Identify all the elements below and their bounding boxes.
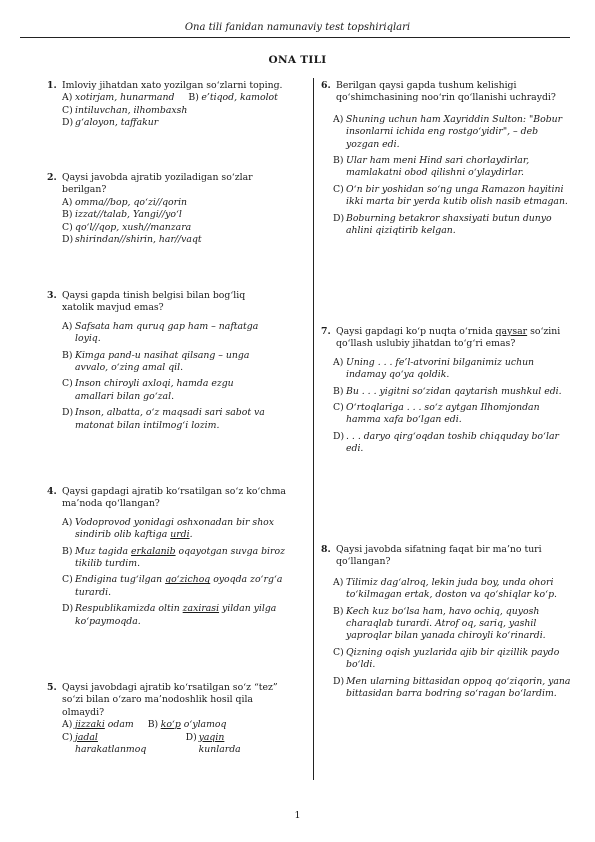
question-7 bbox=[321, 326, 571, 456]
option-a[interactable]: A) Uning . . . fe’l-atvorini bilganimiz uchun indamay qo‘ya qoldik. bbox=[333, 356, 535, 381]
question-6 bbox=[321, 80, 571, 237]
question-text: Qaysi gapdagi ko‘p nuqta o‘rnida qaysar so‘zini qo‘llash uslubiy jihatdan to‘g‘ri emas? bbox=[336, 326, 561, 350]
option-a[interactable]: A) xotirjam, hunarmand bbox=[62, 92, 175, 104]
question-number: 7. bbox=[321, 326, 331, 337]
option-d[interactable]: D) Respublikamizda oltin zaxirasi yildan yilga ko‘paymoqda. bbox=[62, 603, 277, 627]
question-2 bbox=[47, 172, 277, 246]
highlighted-word: ko‘p bbox=[160, 719, 181, 731]
header-rule bbox=[20, 37, 570, 38]
option-b[interactable]: B) Kimga pand-u nasihat qilsang – unga avvalo, o‘zing amal qil. bbox=[62, 349, 250, 374]
option-d[interactable]: D) shirindan//shirin, har//vaqt bbox=[62, 234, 202, 246]
question-number: 2. bbox=[47, 172, 57, 183]
highlighted-word: jizzaki bbox=[75, 719, 105, 731]
question-text: Qaysi gapdagi ajratib ko‘rsatilgan so‘z ko‘chma ma’noda qo‘llangan? bbox=[62, 486, 286, 510]
page-number: 1 bbox=[294, 810, 301, 821]
option-c[interactable]: C) jadal harakatlanmoq bbox=[62, 731, 147, 756]
question-text: Qaysi javobda sifatning faqat bir ma’no turi qo‘llangan? bbox=[336, 544, 542, 568]
option-c[interactable]: C) O‘rtoqlariga . . . so‘z aytgan Ilhomjondan hamma xafa bo‘lgan edi. bbox=[333, 402, 540, 426]
option-b[interactable]: B) izzat//talab, Yangi//yo‘l bbox=[62, 209, 182, 221]
question-text: Qaysi javobda ajratib yoziladigan so‘zlar berilgan? bbox=[62, 172, 253, 196]
option-c[interactable]: C) Endigina tug‘ilgan qo‘zichoq oyoqda zo‘rg‘a turardi. bbox=[62, 574, 283, 598]
option-a[interactable]: A) omma//bop, qo‘zi//qorin bbox=[62, 196, 188, 208]
option-a[interactable]: A) Shuning uchun ham Xayriddin Sulton: "Bobur insonlarni ichida eng rostgo‘yidir", – deb yozgan edi. bbox=[333, 113, 563, 150]
option-d[interactable]: D) Men ularning bittasidan oppoq qo‘ziqorin, yana bittasidan barra bodring so‘ragan bo‘lardim. bbox=[333, 675, 571, 700]
question-3 bbox=[47, 290, 275, 432]
question-number: 6. bbox=[321, 80, 331, 91]
highlighted-word: qo‘zichoq bbox=[165, 574, 211, 586]
option-d[interactable]: D) Inson, albatta, o‘z maqsadi sari sabot va matonat bilan intilmog‘i lozim. bbox=[62, 407, 265, 431]
option-d[interactable]: D) yaqin kunlarda bbox=[185, 731, 241, 756]
option-b[interactable]: B) Ular ham meni Hind sari chorlaydirlar, mamlakatni obod qilishni o‘ylaydirlar. bbox=[333, 155, 530, 179]
page-title: ONA TILI bbox=[268, 54, 327, 66]
highlighted-word: zaxirasi bbox=[182, 603, 220, 615]
question-5 bbox=[47, 682, 283, 756]
column-divider bbox=[313, 78, 314, 780]
option-c[interactable]: C) Inson chiroyli axloqi, hamda ezgu amallari bilan go‘zal. bbox=[62, 378, 234, 402]
question-number: 8. bbox=[321, 544, 331, 555]
option-b[interactable]: B) ko‘p o‘ylamoq bbox=[147, 719, 227, 731]
highlighted-word: qaysar bbox=[495, 326, 528, 337]
option-c[interactable]: C) O‘n bir yoshidan so‘ng unga Ramazon hayitini ikki marta bir yerda kutib olish nasib etmagan. bbox=[333, 183, 568, 208]
option-d[interactable]: D) Boburning betakror shaxsiyati butun dunyo ahlini qiziqtirib kelgan. bbox=[333, 212, 552, 237]
option-a[interactable]: A) jizzaki odam bbox=[62, 719, 134, 731]
option-c[interactable]: C) qo‘l//qop, xush//manzara bbox=[62, 221, 192, 233]
question-number: 1. bbox=[47, 80, 57, 91]
question-text: Qaysi gapda tinish belgisi bilan bog‘liq xatolik mavjud emas? bbox=[62, 290, 246, 314]
option-a[interactable]: A) Safsata ham quruq gap ham – naftatga loyiq. bbox=[62, 320, 259, 345]
option-d[interactable]: D) g‘aloyon, taffakur bbox=[62, 117, 159, 129]
page-header: Ona tili fanidan namunaviy test topshiriqlari bbox=[184, 22, 411, 33]
option-a[interactable]: A) Vodoprovod yonidagi oshxonadan bir shox sindirib olib kaftiga urdi. bbox=[62, 516, 275, 541]
question-8 bbox=[321, 544, 571, 700]
option-a[interactable]: A) Tilimiz dag‘alroq, lekin juda boy, unda ohori to‘kilmagan ertak, doston va qo‘shiqlar ko‘p. bbox=[333, 576, 557, 601]
option-d[interactable]: D) . . . daryo qirg‘oqdan toshib chiqquday bo‘lar edi. bbox=[333, 430, 559, 455]
highlighted-word: erkalanib bbox=[131, 545, 176, 557]
option-c[interactable]: C) Qizning oqish yuzlarida ajib bir qizillik paydo bo‘ldi. bbox=[333, 646, 560, 671]
question-number: 5. bbox=[47, 682, 57, 693]
option-c[interactable]: C) intiluvchan, ilhombaxsh bbox=[62, 104, 188, 116]
question-number: 4. bbox=[47, 486, 57, 497]
option-b[interactable]: B) e’tiqod, kamolot bbox=[188, 92, 278, 104]
option-b[interactable]: B) Kech kuz bo‘lsa ham, havo ochiq, quyosh charaqlab turardi. Atrof oq, sariq, yashil yaproqlar bilan yanada chiroyli ko‘rinardi. bbox=[333, 605, 546, 642]
option-b[interactable]: B) Muz tagida erkalanib oqayotgan suvga biroz tikilib turdim. bbox=[62, 545, 285, 570]
highlighted-word: urdi bbox=[170, 529, 190, 541]
highlighted-word: yaqin bbox=[198, 731, 225, 743]
question-text: Qaysi javobdagi ajratib ko‘rsatilgan so‘z “tez” so‘zi bilan o‘zaro ma’nodoshlik hosil qila olmaydi? bbox=[62, 682, 278, 718]
highlighted-word: jadal bbox=[75, 731, 98, 743]
option-b[interactable]: B) Bu . . . yigitni so‘zidan qaytarish mushkul edi. bbox=[333, 385, 562, 397]
question-text: Imloviy jihatdan xato yozilgan so‘zlarni toping. bbox=[62, 80, 283, 91]
question-4 bbox=[47, 486, 287, 628]
question-1 bbox=[47, 80, 293, 130]
question-number: 3. bbox=[47, 290, 57, 301]
question-text: Berilgan qaysi gapda tushum kelishigi qo‘shimchasining noo‘rin qo‘llanishi uchraydi? bbox=[336, 80, 556, 104]
